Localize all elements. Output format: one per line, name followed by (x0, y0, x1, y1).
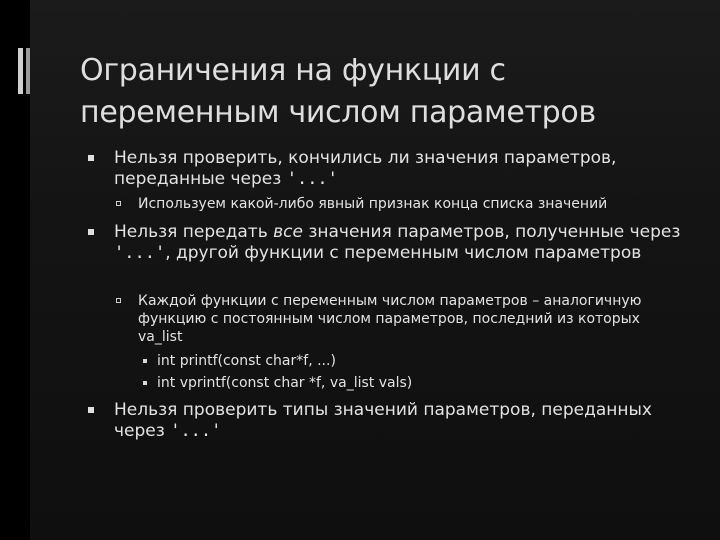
bullet-text-2: Нельзя передать все значения параметров, полученные через '...', другой функции с переменным числом параметров (114, 222, 681, 263)
bullet-text-3: Нельзя проверить типы значений параметров, переданных через '...' (114, 400, 652, 441)
hollow-square-bullet-icon (116, 298, 121, 303)
small-square-bullet-icon (143, 359, 147, 363)
hollow-square-bullet-icon (116, 201, 121, 206)
sub-sub-bullet-text-2: int vprintf(const char *f, va_list vals) (157, 375, 413, 391)
bullet-text-1: Нельзя проверить, кончились ли значения параметров, переданные через '...' (114, 148, 617, 189)
slide-title: Ограничения на функции с переменным числом параметров (80, 53, 596, 130)
square-bullet-icon (88, 155, 94, 161)
sub-bullet-text-2: Каждой функции с переменным числом параметров – аналогичную функцию с постоянным числом параметров, последний из которых va_list (138, 293, 642, 345)
small-square-bullet-icon (143, 381, 147, 385)
square-bullet-icon (88, 407, 94, 413)
sub-bullet-text-1: Используем какой-либо явный признак конца списка значений (138, 196, 608, 212)
sub-sub-bullet-text-1: int printf(const char*f, ...) (157, 353, 336, 369)
square-bullet-icon (88, 229, 94, 235)
